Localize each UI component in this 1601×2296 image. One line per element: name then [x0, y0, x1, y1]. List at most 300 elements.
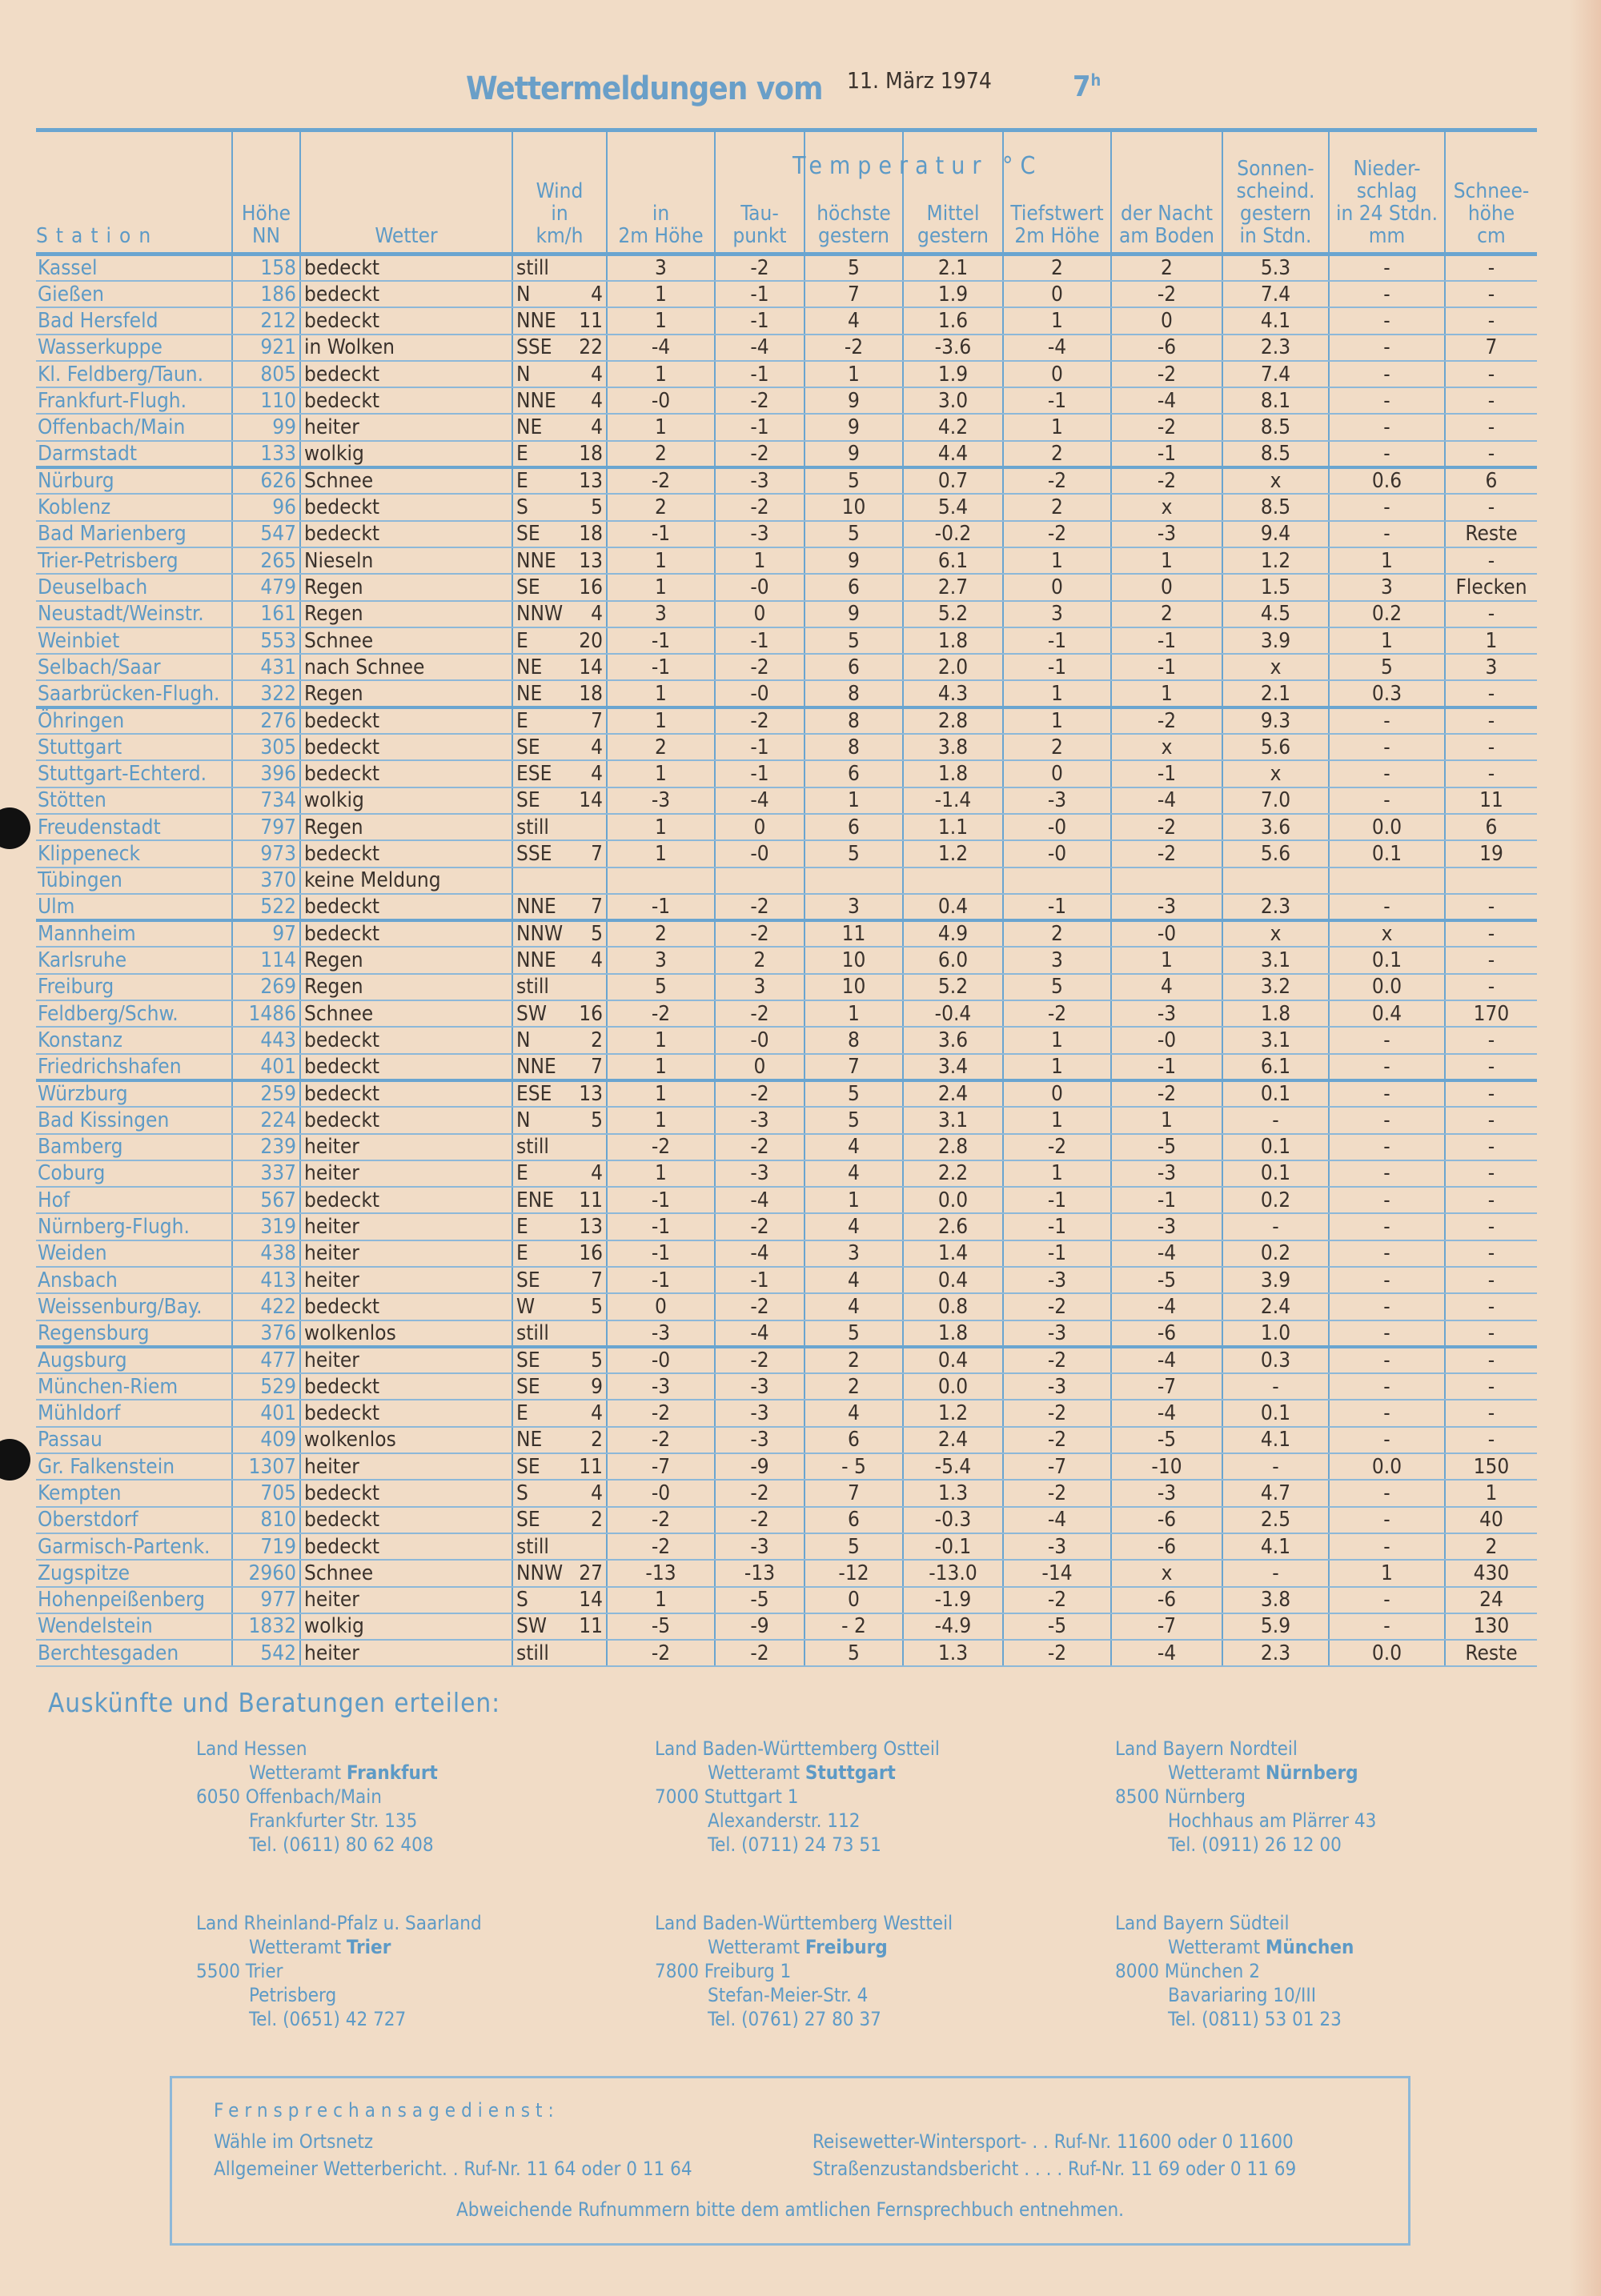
station-elevation: 401	[232, 1400, 300, 1426]
temp-2m: -7	[607, 1453, 715, 1480]
weather-condition: bedeckt	[300, 521, 512, 547]
dew-point: -2	[715, 894, 805, 920]
station-elevation: 186	[232, 281, 300, 307]
wind	[512, 654, 607, 680]
temp-2m: 1	[607, 1027, 715, 1053]
night-ground: -1	[1111, 760, 1222, 787]
office-postal	[1115, 1785, 1376, 1809]
column-header-line: der Nacht	[1121, 202, 1213, 226]
office-plz: 8500	[1115, 1785, 1159, 1808]
column-header-line: Station	[36, 224, 159, 248]
table-row	[36, 1587, 1537, 1613]
min-2m: -0	[1003, 814, 1111, 840]
wind-direction: NNW	[516, 1561, 564, 1585]
night-ground: -6	[1111, 1587, 1222, 1613]
table-row	[36, 814, 1537, 840]
wind	[512, 680, 607, 707]
office-land: Land Bayern Nordteil	[1115, 1737, 1298, 1760]
station-name: Offenbach/Main	[36, 414, 232, 440]
wind-direction: SE	[516, 1374, 540, 1399]
min-2m: -2	[1003, 1480, 1111, 1506]
table-row	[36, 1027, 1537, 1053]
min-2m: 2	[1003, 254, 1111, 282]
snow-depth: Flecken	[1445, 574, 1537, 600]
max-yesterday: 1	[805, 787, 903, 814]
dew-point: -0	[715, 840, 805, 867]
wind	[512, 1320, 607, 1347]
office-ort: Offenbach/Main	[245, 1785, 382, 1808]
wind	[512, 1000, 607, 1027]
mean-yesterday: 0.8	[903, 1293, 1003, 1320]
sunshine-hours: 2.3	[1222, 894, 1329, 920]
wind	[512, 307, 607, 334]
info-heading: Auskünfte und Beratungen erteilen:	[48, 1687, 501, 1718]
min-2m: 1	[1003, 1054, 1111, 1080]
report-date: 11. März 1974	[847, 67, 992, 94]
snow-depth: -	[1445, 734, 1537, 760]
phone-travel: Reisewetter-Wintersport- . . Ruf-Nr. 11600 oder 0 11600	[813, 2130, 1294, 2153]
dew-point: 0	[715, 1054, 805, 1080]
wind	[512, 1427, 607, 1453]
mean-yesterday: 3.4	[903, 1054, 1003, 1080]
report-hour	[1073, 70, 1101, 103]
weather-condition: bedeckt	[300, 734, 512, 760]
mean-yesterday: 2.8	[903, 707, 1003, 734]
table-row	[36, 734, 1537, 760]
phone-general: Allgemeiner Wetterbericht. . Ruf-Nr. 11 64 oder 0 11 64	[214, 2158, 692, 2180]
snow-depth: 6	[1445, 467, 1537, 494]
min-2m: -4	[1003, 335, 1111, 361]
min-2m: -7	[1003, 1453, 1111, 1480]
office-street: Bavariaring 10/III	[1168, 1984, 1317, 2006]
wind-speed: 4	[591, 948, 603, 973]
office-name	[655, 1761, 940, 1785]
office-name	[655, 1935, 953, 1959]
sunshine-hours: 2.3	[1222, 1640, 1329, 1666]
snow-depth: -	[1445, 1240, 1537, 1267]
min-2m: 2	[1003, 494, 1111, 520]
mean-yesterday: 5.2	[903, 974, 1003, 1000]
wind-speed: 7	[591, 1054, 603, 1079]
snow-depth: -	[1445, 1213, 1537, 1240]
station-elevation: 2960	[232, 1560, 300, 1586]
table-row	[36, 760, 1537, 787]
temp-2m: 5	[607, 974, 715, 1000]
dew-point: -2	[715, 1213, 805, 1240]
wind-direction: SE	[516, 1508, 540, 1533]
night-ground: -5	[1111, 1427, 1222, 1453]
max-yesterday: -2	[805, 335, 903, 361]
temp-2m: -0	[607, 387, 715, 414]
temp-2m: -1	[607, 1187, 715, 1213]
column-header-line: Tau-	[740, 202, 779, 226]
wind-direction: SE	[516, 788, 540, 813]
wind-direction: SSE	[516, 335, 552, 360]
wind-direction: NNW	[516, 602, 564, 627]
temp-2m: -2	[607, 1507, 715, 1533]
wind	[512, 920, 607, 947]
night-ground: 1	[1111, 947, 1222, 973]
precipitation: -	[1329, 1347, 1445, 1373]
station-elevation: 810	[232, 1507, 300, 1533]
table-row	[36, 1187, 1537, 1213]
wind-direction: NNE	[516, 948, 556, 973]
wind-direction: N	[516, 362, 531, 387]
station-name: Tübingen	[36, 868, 232, 894]
station-elevation: 479	[232, 574, 300, 600]
office-name	[1115, 1935, 1354, 1959]
station-name: Regensburg	[36, 1320, 232, 1347]
wind-speed: 4	[591, 1401, 603, 1426]
temp-2m: 1	[607, 680, 715, 707]
precipitation: -	[1329, 441, 1445, 467]
office-street: Petrisberg	[249, 1984, 337, 2006]
station-name: Kassel	[36, 254, 232, 282]
weather-condition: Regen	[300, 574, 512, 600]
weather-condition: Regen	[300, 974, 512, 1000]
sunshine-hours: 5.6	[1222, 840, 1329, 867]
dew-point: -9	[715, 1453, 805, 1480]
weather-condition: wolkig	[300, 441, 512, 467]
snow-depth: -	[1445, 1267, 1537, 1293]
station-elevation: 547	[232, 521, 300, 547]
wind	[512, 1054, 607, 1080]
max-yesterday: 5	[805, 627, 903, 654]
wind-speed: 13	[579, 1082, 603, 1107]
dew-point: -2	[715, 654, 805, 680]
sunshine-hours: -	[1222, 1107, 1329, 1133]
column-header-tiefst	[1003, 130, 1111, 254]
temp-2m: 0	[607, 1293, 715, 1320]
precipitation: x	[1329, 920, 1445, 947]
mean-yesterday: 1.1	[903, 814, 1003, 840]
night-ground: -2	[1111, 361, 1222, 387]
weather-condition: bedeckt	[300, 307, 512, 334]
table-row	[36, 1373, 1537, 1400]
station-elevation: 1486	[232, 1000, 300, 1027]
wind-speed: 4	[591, 415, 603, 440]
snow-depth: -	[1445, 441, 1537, 467]
office-plz: 7800	[655, 1960, 699, 1982]
sunshine-hours: 7.4	[1222, 281, 1329, 307]
table-row	[36, 574, 1537, 600]
min-2m: -3	[1003, 1320, 1111, 1347]
precipitation: 0.0	[1329, 1453, 1445, 1480]
min-2m: -1	[1003, 1187, 1111, 1213]
table-row	[36, 601, 1537, 627]
wind-speed: 2	[591, 1508, 603, 1533]
weather-condition: Schnee	[300, 627, 512, 654]
column-header-nieder	[1329, 130, 1445, 254]
snow-depth: -	[1445, 494, 1537, 520]
night-ground: x	[1111, 734, 1222, 760]
wind-speed: 11	[579, 1614, 603, 1639]
precipitation: -	[1329, 1373, 1445, 1400]
hour-suffix: h	[1090, 70, 1101, 90]
snow-depth: 1	[1445, 1480, 1537, 1506]
station-name: Kempten	[36, 1480, 232, 1506]
precipitation: -	[1329, 1427, 1445, 1453]
column-header-line: Höhe	[241, 202, 291, 226]
snow-depth: Reste	[1445, 521, 1537, 547]
min-2m: -2	[1003, 1134, 1111, 1160]
station-elevation: 431	[232, 654, 300, 680]
station-name: Mühldorf	[36, 1400, 232, 1426]
max-yesterday: 4	[805, 1160, 903, 1187]
table-row	[36, 307, 1537, 334]
precipitation: -	[1329, 1507, 1445, 1533]
min-2m: 0	[1003, 281, 1111, 307]
column-header-nacht	[1111, 130, 1222, 254]
column-header-line: mm	[1368, 224, 1406, 248]
temp-2m: -2	[607, 1427, 715, 1453]
max-yesterday: 6	[805, 1427, 903, 1453]
sunshine-hours: 3.9	[1222, 1267, 1329, 1293]
table-row	[36, 361, 1537, 387]
sunshine-hours: x	[1222, 467, 1329, 494]
wind-direction: SE	[516, 522, 540, 547]
table-header	[36, 130, 1537, 254]
mean-yesterday: 0.7	[903, 467, 1003, 494]
wind	[512, 1613, 607, 1640]
temp-2m: -5	[607, 1613, 715, 1640]
station-name: Frankfurt-Flugh.	[36, 387, 232, 414]
snow-depth: -	[1445, 1027, 1537, 1053]
office-plz: 7000	[655, 1785, 699, 1808]
precipitation: -	[1329, 254, 1445, 282]
min-2m: 1	[1003, 547, 1111, 574]
station-name: Trier-Petrisberg	[36, 547, 232, 574]
station-elevation: 212	[232, 307, 300, 334]
max-yesterday	[805, 868, 903, 894]
station-elevation: 973	[232, 840, 300, 867]
office-ort: Stuttgart 1	[704, 1785, 799, 1808]
sunshine-hours: x	[1222, 760, 1329, 787]
dew-point: -0	[715, 574, 805, 600]
sunshine-hours: 7.0	[1222, 787, 1329, 814]
min-2m: 0	[1003, 760, 1111, 787]
office-city: Frankfurt	[346, 1761, 438, 1784]
temp-2m: -2	[607, 467, 715, 494]
weather-condition: wolkenlos	[300, 1427, 512, 1453]
snow-depth: 19	[1445, 840, 1537, 867]
max-yesterday: 3	[805, 1240, 903, 1267]
wind	[512, 1560, 607, 1586]
wind-speed: 4	[591, 735, 603, 759]
weather-condition: in Wolken	[300, 335, 512, 361]
temp-2m: 3	[607, 947, 715, 973]
wind-speed: 4	[591, 362, 603, 387]
station-name: Ansbach	[36, 1267, 232, 1293]
wind	[512, 760, 607, 787]
column-header-line: in 24 Stdn.	[1335, 202, 1438, 226]
mean-yesterday: 3.1	[903, 1107, 1003, 1133]
sunshine-hours: x	[1222, 654, 1329, 680]
station-name: Konstanz	[36, 1027, 232, 1053]
weather-condition: bedeckt	[300, 1507, 512, 1533]
wind	[512, 494, 607, 520]
office-postal	[196, 1959, 482, 1983]
station-name: Bad Marienberg	[36, 521, 232, 547]
wind-direction: ESE	[516, 1082, 552, 1107]
sunshine-hours: 0.1	[1222, 1160, 1329, 1187]
wind-speed: 13	[579, 469, 603, 494]
station-name: Deuselbach	[36, 574, 232, 600]
sunshine-hours: 2.1	[1222, 680, 1329, 707]
station-name: Friedrichshafen	[36, 1054, 232, 1080]
wind	[512, 1507, 607, 1533]
column-header-sonne	[1222, 130, 1329, 254]
snow-depth: -	[1445, 1187, 1537, 1213]
min-2m: 3	[1003, 947, 1111, 973]
office-plz: 5500	[196, 1960, 240, 1982]
station-elevation: 1832	[232, 1613, 300, 1640]
dew-point: -1	[715, 1267, 805, 1293]
office-land: Land Baden-Württemberg Westteil	[655, 1912, 953, 1934]
table-row	[36, 1453, 1537, 1480]
snow-depth: 7	[1445, 335, 1537, 361]
wind-speed: 5	[591, 922, 603, 947]
snow-depth: -	[1445, 1427, 1537, 1453]
sunshine-hours: -	[1222, 1560, 1329, 1586]
mean-yesterday: 1.3	[903, 1480, 1003, 1506]
precipitation: -	[1329, 494, 1445, 520]
min-2m: 5	[1003, 974, 1111, 1000]
station-name: Stötten	[36, 787, 232, 814]
column-header-line: in	[551, 202, 568, 226]
wind-direction: still	[516, 1534, 549, 1559]
station-elevation: 224	[232, 1107, 300, 1133]
dew-point: -13	[715, 1560, 805, 1586]
office-name	[1115, 1761, 1376, 1785]
wind-direction: ENE	[516, 1188, 555, 1212]
snow-depth: -	[1445, 281, 1537, 307]
wind	[512, 1587, 607, 1613]
night-ground: -7	[1111, 1373, 1222, 1400]
weather-condition: bedeckt	[300, 760, 512, 787]
column-header-line: höhe	[1467, 202, 1515, 226]
wind	[512, 1267, 607, 1293]
office-land: Land Hessen	[196, 1737, 307, 1760]
snow-depth: -	[1445, 307, 1537, 334]
max-yesterday: 5	[805, 521, 903, 547]
snow-depth: -	[1445, 254, 1537, 282]
sunshine-hours	[1222, 868, 1329, 894]
office-address	[655, 1737, 940, 1857]
column-header-line: gestern	[917, 224, 989, 248]
temp-2m: -0	[607, 1347, 715, 1373]
wind-speed: 4	[591, 1161, 603, 1186]
precipitation: -	[1329, 1613, 1445, 1640]
wind-speed: 13	[579, 1215, 603, 1240]
wind	[512, 1080, 607, 1107]
min-2m: -1	[1003, 1240, 1111, 1267]
wind-direction: E	[516, 469, 528, 494]
sunshine-hours: 6.1	[1222, 1054, 1329, 1080]
wind-direction: NNE	[516, 894, 556, 919]
sunshine-hours: 1.0	[1222, 1320, 1329, 1347]
column-header-line: Mittel	[926, 202, 980, 226]
temp-2m: 2	[607, 920, 715, 947]
temp-2m: -1	[607, 1240, 715, 1267]
wind-speed: 18	[579, 681, 603, 706]
station-elevation: 376	[232, 1320, 300, 1347]
office-city: Freiburg	[805, 1936, 888, 1958]
precipitation: -	[1329, 787, 1445, 814]
min-2m: 0	[1003, 1080, 1111, 1107]
precipitation: -	[1329, 521, 1445, 547]
station-elevation: 133	[232, 441, 300, 467]
precipitation: -	[1329, 335, 1445, 361]
column-header-mittel	[903, 130, 1003, 254]
temp-2m: 1	[607, 1107, 715, 1133]
office-ort: Trier	[245, 1960, 283, 1982]
table-row	[36, 1480, 1537, 1506]
station-name: Koblenz	[36, 494, 232, 520]
station-name: Neustadt/Weinstr.	[36, 601, 232, 627]
night-ground: -1	[1111, 1054, 1222, 1080]
sunshine-hours: 8.5	[1222, 441, 1329, 467]
mean-yesterday: -1.9	[903, 1587, 1003, 1613]
column-header-wind	[512, 130, 607, 254]
max-yesterday: 8	[805, 734, 903, 760]
table-row	[36, 1160, 1537, 1187]
weather-condition: heiter	[300, 1453, 512, 1480]
weather-condition: Schnee	[300, 1560, 512, 1586]
office-city: Stuttgart	[805, 1761, 896, 1784]
wind	[512, 1240, 607, 1267]
precipitation: -	[1329, 1320, 1445, 1347]
station-name: Bad Hersfeld	[36, 307, 232, 334]
temp-2m: -2	[607, 1000, 715, 1027]
station-elevation: 265	[232, 547, 300, 574]
night-ground: -0	[1111, 1027, 1222, 1053]
snow-depth: -	[1445, 1400, 1537, 1426]
mean-yesterday: -0.4	[903, 1000, 1003, 1027]
mean-yesterday: 0.0	[903, 1187, 1003, 1213]
min-2m: -1	[1003, 1213, 1111, 1240]
precipitation: -	[1329, 414, 1445, 440]
station-name: Passau	[36, 1427, 232, 1453]
station-name: Darmstadt	[36, 441, 232, 467]
max-yesterday: 5	[805, 1640, 903, 1666]
night-ground: -4	[1111, 1240, 1222, 1267]
dew-point: -5	[715, 1587, 805, 1613]
station-name: Weinbiet	[36, 627, 232, 654]
wind-speed: 4	[591, 388, 603, 413]
wind-direction: NNE	[516, 308, 556, 333]
wind-direction: NNE	[516, 548, 556, 573]
max-yesterday: 9	[805, 387, 903, 414]
mean-yesterday: 2.0	[903, 654, 1003, 680]
column-header-hoehe	[232, 130, 300, 254]
office-city: Nürnberg	[1265, 1761, 1358, 1784]
station-name: Hof	[36, 1187, 232, 1213]
wind	[512, 1453, 607, 1480]
station-elevation: 239	[232, 1134, 300, 1160]
mean-yesterday: 0.4	[903, 1347, 1003, 1373]
mean-yesterday: -3.6	[903, 335, 1003, 361]
table-row	[36, 1000, 1537, 1027]
mean-yesterday: 1.2	[903, 1400, 1003, 1426]
night-ground: -4	[1111, 787, 1222, 814]
dew-point: -1	[715, 734, 805, 760]
station-elevation: 977	[232, 1587, 300, 1613]
sunshine-hours: 0.3	[1222, 1347, 1329, 1373]
max-yesterday: 4	[805, 1213, 903, 1240]
wind-speed: 18	[579, 522, 603, 547]
station-elevation: 529	[232, 1373, 300, 1400]
